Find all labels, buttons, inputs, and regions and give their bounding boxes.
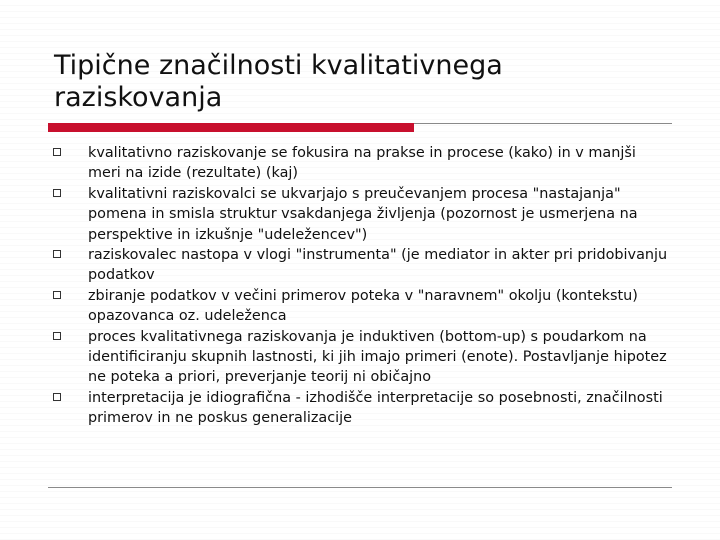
list-item-text: kvalitativno raziskovanje se fokusira na prakse in procese (kako) in v manjši meri na izide (rezultate) (kaj)	[88, 145, 636, 182]
title-accent-bar	[48, 123, 414, 132]
hollow-square-bullet-icon	[53, 250, 61, 258]
list-item-text: kvalitativni raziskovalci se ukvarjajo s preučevanjem procesa "nastajanja" pomena in smisla struktur vsakdanjega življenja (pozornost je usmerjena na perspektive in izkušnje "udeležencev")	[88, 185, 638, 243]
list-item	[50, 143, 670, 184]
list-item	[50, 184, 670, 245]
hollow-square-bullet-icon	[53, 393, 61, 401]
hollow-square-bullet-icon	[53, 148, 61, 156]
list-item	[50, 388, 670, 429]
hollow-square-bullet-icon	[53, 332, 61, 340]
list-item-text: raziskovalec nastopa v vlogi "instrumenta" (je mediator in akter pri pridobivanju podatkov	[88, 247, 668, 284]
list-item-text: proces kvalitativnega raziskovanja je induktiven (bottom-up) s poudarkom na identificiranju skupnih lastnosti, ki jih imajo primeri (enote). Postavljanje hipotez ne poteka a priori, preverjanje teorij ni običajno	[88, 328, 667, 386]
list-item	[50, 286, 670, 327]
list-item-text: interpretacija je idiografična - izhodišče interpretacije so posebnosti, značilnosti primerov in ne poskus generalizacije	[88, 389, 663, 427]
list-item-text: zbiranje podatkov v večini primerov poteka v "naravnem" okolju (kontekstu) opazovanca oz. udeleženca	[88, 287, 638, 325]
bullet-list	[50, 143, 670, 429]
bottom-divider	[48, 487, 672, 488]
hollow-square-bullet-icon	[53, 189, 61, 197]
hollow-square-bullet-icon	[53, 291, 61, 299]
slide-title: Tipične značilnosti kvalitativnega raziskovanja	[54, 50, 503, 113]
list-item	[50, 245, 670, 286]
list-item	[50, 327, 670, 388]
